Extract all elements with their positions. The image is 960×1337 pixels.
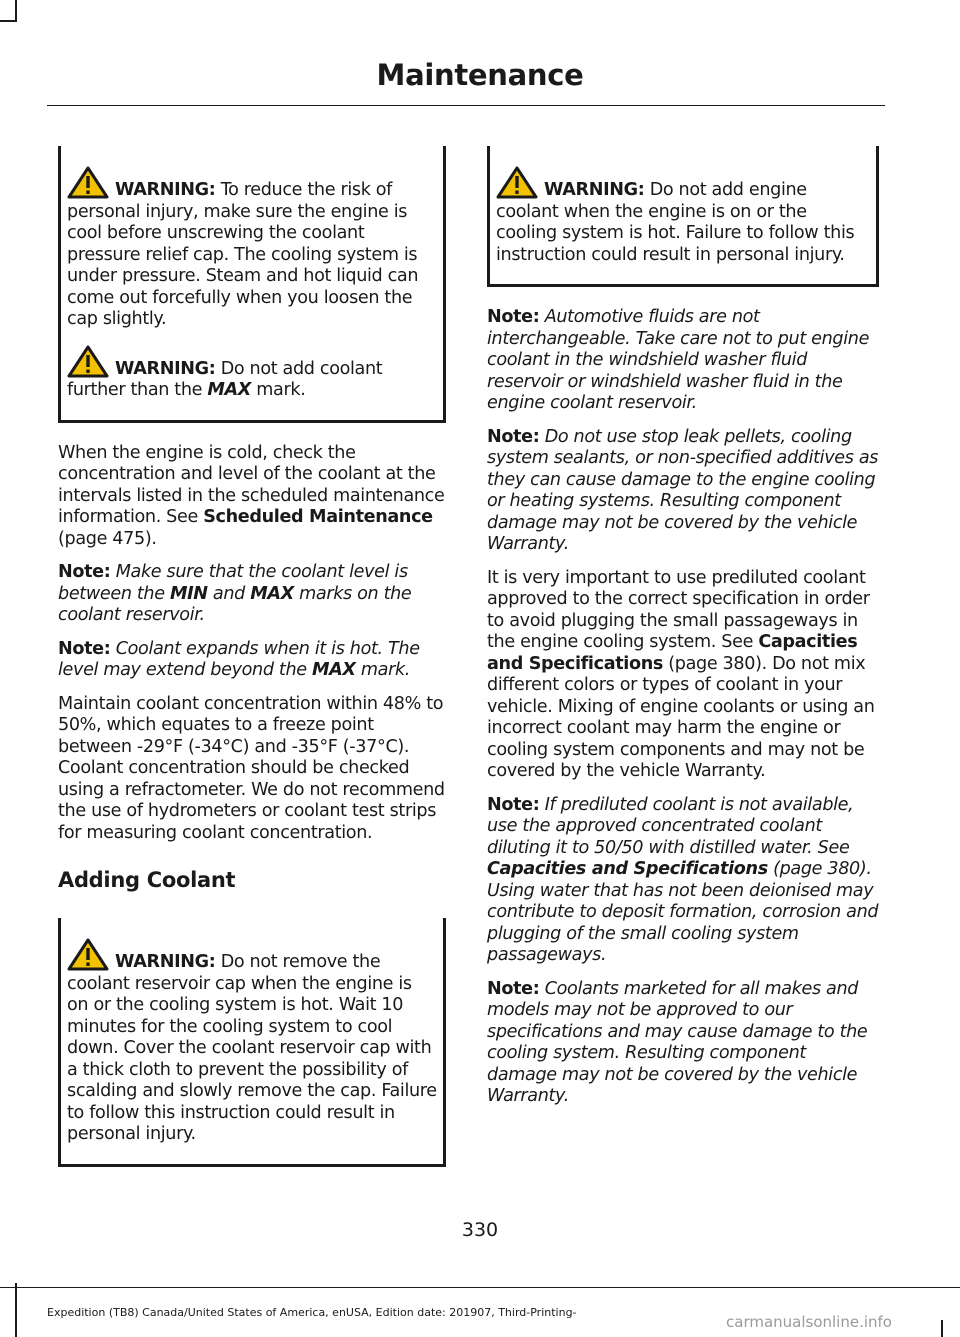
note-paragraph [58, 562, 446, 627]
max-mark: MAX [311, 660, 356, 680]
body-paragraph: Maintain coolant concentration within 48% to 50%, which equates to a freeze point between -29°F (-34°C) and -35°F (-37°C). Coolant concentration should be checked using a refractometer. We do not recommend the use of hydrometers or coolant test strips for measuring coolant concentration. [58, 693, 445, 843]
warning-text: To reduce the risk of personal injury, make sure the engine is cool before unscrewing the coolant pressure relief cap. The cooling system is under pressure. Steam and hot liquid can come out forcefully when you loosen the cap slightly. [67, 180, 419, 329]
crop-mark-bottom-right-v [941, 1320, 943, 1337]
crop-mark-top-left-h [0, 20, 17, 22]
note-label: Note: [487, 307, 540, 327]
page-number: 330 [461, 1219, 499, 1241]
watermark: carmanualsonline.info [726, 1313, 892, 1331]
right-column [487, 146, 879, 1120]
note-text: marks on the coolant reservoir. [58, 583, 412, 625]
warning-box [58, 146, 446, 423]
warning-label: WARNING: [115, 180, 216, 200]
note-label: Note: [58, 562, 111, 582]
body-paragraph [58, 443, 446, 551]
note-paragraph [58, 639, 446, 682]
warning-triangle-icon [67, 166, 109, 199]
note-label: Note: [487, 978, 540, 999]
note-text: Make sure that the coolant level is between the [58, 562, 408, 604]
body-text: It is very important to use prediluted coolant approved to the correct specification in order to avoid plugging the small passageways in the engine cooling system. See [487, 567, 870, 652]
crop-mark-top-left-v [15, 0, 17, 22]
max-mark: MAX [250, 583, 294, 604]
warning-label: WARNING: [544, 180, 645, 200]
cross-reference-link[interactable]: Scheduled Maintenance [203, 507, 433, 527]
warning-box [58, 918, 446, 1167]
note-paragraph [487, 427, 879, 556]
note-text: Coolant expands when it is hot. The level may extend beyond the [58, 638, 420, 680]
note-text: Coolants marketed for all makes and models may not be approved to our specifications and may cause damage to the cooling system. Resulting component damage may not be covered by the vehicle Warranty. [487, 978, 868, 1106]
warning-text: Do not remove the coolant reservoir cap when the engine is on or the cooling system is hot. Wait 10 minutes for the cooling system to cool down. Cover the coolant reservoir cap with a thick cloth to prevent the possibility of scalding and slowly remove the cap. Failure to follow this instruction could result in personal injury. [67, 952, 437, 1144]
note-text: If prediluted coolant is not available, use the approved concentrated coolant diluting it to 50/50 with distilled water. See [487, 794, 854, 858]
left-column [58, 146, 446, 1187]
warning-paragraph [67, 938, 437, 1146]
warning-label: WARNING: [115, 952, 216, 972]
crop-mark-bottom-left-v [15, 1283, 17, 1337]
footer-rule [0, 1287, 960, 1288]
body-text: When the engine is cold, check the concentration and level of the coolant at the intervals listed in the scheduled maintenance information. See [58, 442, 445, 527]
note-paragraph [487, 307, 879, 415]
warning-box [487, 146, 879, 287]
min-mark: MIN [169, 583, 208, 604]
warning-text: Do not add engine coolant when the engine is on or the cooling system is hot. Failure to follow this instruction could result in personal injury. [496, 180, 855, 265]
note-text: mark. [355, 660, 411, 680]
note-text: Do not use stop leak pellets, cooling system sealants, or non-specified additives as they can cause damage to the engine cooling or heating systems. Resulting component damage may not be covered by the vehicle Warranty. [487, 426, 879, 554]
note-paragraph [487, 979, 879, 1108]
note-label: Note: [487, 426, 540, 447]
warning-paragraph [67, 345, 437, 402]
note-text: (page 380). Using water that has not been deionised may contribute to deposit formation, corrosion and plugging of the small cooling system passageways. [487, 859, 879, 965]
section-heading: Adding Coolant [58, 868, 236, 892]
header-rule [47, 105, 885, 106]
warning-triangle-icon [67, 345, 109, 378]
body-text: (page 380). Do not mix different colors or types of coolant in your vehicle. Mixing of engine coolants or using an incorrect coolant may harm the engine or cooling system components and may not be covered by the vehicle Warranty. [487, 653, 875, 781]
body-paragraph [487, 568, 879, 783]
warning-text: Do not add coolant further than the [67, 358, 383, 400]
max-mark: MAX [207, 380, 252, 400]
warning-paragraph [496, 166, 870, 266]
note-label: Note: [58, 638, 111, 659]
edition-footer: Expedition (TB8) Canada/United States of America, enUSA, Edition date: 201907, Third-Printing- [47, 1306, 577, 1319]
note-label: Note: [487, 794, 540, 815]
page-reference: (page 475). [58, 528, 157, 549]
note-text: and [207, 583, 251, 604]
note-paragraph [487, 795, 879, 967]
warning-label: WARNING: [115, 358, 216, 379]
warning-paragraph [67, 166, 437, 331]
warning-triangle-icon [67, 938, 109, 971]
warning-triangle-icon [496, 166, 538, 199]
warning-text: mark. [251, 380, 306, 400]
cross-reference-link[interactable]: Capacities and Specifications [487, 859, 768, 879]
page-title: Maintenance [376, 58, 584, 92]
note-text: Automotive fluids are not interchangeable. Take care not to put engine coolant in the windshield washer fluid reservoir or windshield washer fluid in the engine coolant reservoir. [487, 307, 870, 413]
cross-reference-link[interactable]: Capacities and Specifications [487, 632, 858, 674]
